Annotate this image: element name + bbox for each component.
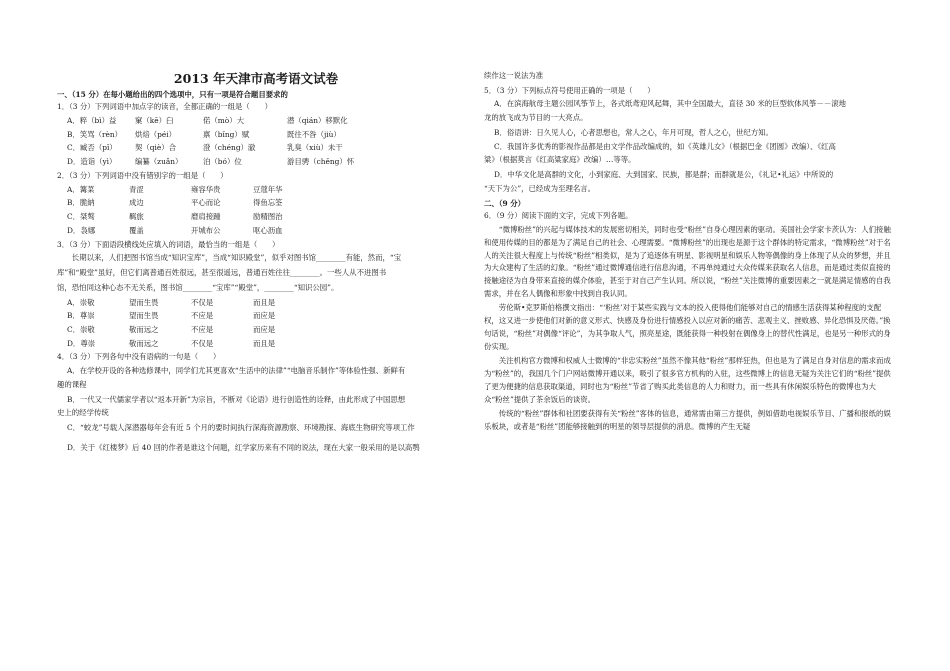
q5-option-a-line1: A．在滨海航母主题公园风筝节上，各式纸鸢迎风起舞，其中全国最大，直径 30 米的巨型软体风筝－－滚地 <box>494 99 847 109</box>
q1-a-4: 潜（qián）移默化 <box>287 115 348 125</box>
q5-option-c-line2: 粱》（根据莫言《红高粱家庭》改编）…等等。 <box>484 155 636 165</box>
q1-b-2: 烘焙（péi） <box>135 129 177 139</box>
passage-paragraph-1: “微博粉丝”的兴起与媒体技术的发展密切相关，同时也受“粉丝”自身心理因素的驱动。美国社会学家卡茨认为：人们接触和使用传媒的目的都是为了满足自己的社会、心理需要。“微博粉丝”的出现也是源于这个群体的特定需求，“微博粉丝”对于名人的关注很大程度上与传统“粉丝”相类似，是为了追逐体有明星、影视明星和娱乐人物等偶像的身上体现了从众的梦想，并且为大众建构了生活的幻象。“粉丝”通过微博通信进行信息沟通，不再单纯通过大众传媒来获取名人信息，而是通过类似直接的接触途径为自身带来直接的媒介体验，甚至于对自己产生认同。所以说，“粉丝”关注微博的重要因素之一就是满足情感的自我需求，并在名人偶像和形象中找到自我认同。 <box>484 225 891 298</box>
q3-b-4: 而应是 <box>253 311 276 321</box>
q3-option-a <box>57 297 455 310</box>
passage-paragraph-3: 关注机构官方微博和权威人士微博的“非忠实粉丝”虽然不像其他“粉丝”那样狂热，但也是为了满足自身对信息的需求而成为“粉丝”的，我国几个门户网站微博开通以来，吸引了很多官方机构的入驻，这些微博上的信息无疑为关注它们的“粉丝”提供了更为便捷的信息获取渠道，同时也为“粉丝”节省了购买此类信息的人力和财力，而一些具有休闲娱乐特色的微博也为大众“粉丝”提供了茶余饭后的谈资。 <box>484 356 891 404</box>
q2-a-3: 雍容华贵 <box>191 184 221 194</box>
q3-a-2: 望而生畏 <box>129 297 159 307</box>
q1-option-b <box>57 129 455 142</box>
q3-b-1: B．尊崇 <box>67 311 95 321</box>
q1-a-3: 偌（mò）大 <box>203 115 245 125</box>
q4-option-a-line1: A．在学校开设的各种选修课中，同学们尤其更喜欢“生活中的法律”“电脑音乐制作”等体验性强、新鲜有 <box>67 366 406 376</box>
q3-b-2: 望而生畏 <box>129 311 159 321</box>
q2-b-3: 平心而论 <box>191 198 221 208</box>
q3-c-3: 不应是 <box>191 324 214 334</box>
right-column <box>484 70 894 436</box>
q5-option-d-line1: D．中华文化是高群的文化，小到家庭、大到国家、民族，都是群；而群就是公，《礼记•礼运》中所说的 <box>494 170 834 180</box>
q1-d-2: 编纂（zuǎn） <box>135 157 183 167</box>
q3-option-d <box>57 338 455 351</box>
q2-b-1: B．脆納 <box>67 198 95 208</box>
left-column <box>57 70 455 456</box>
q3-passage-3: 馆，恐怕同这种心态不无关系，图书馆________“宝库”“殿堂”，________“知识公园”。 <box>57 282 339 292</box>
q3-passage-1: 长期以来，人们把图书馆当成“知识宝库”，当成“知识殿堂”，似乎对图书馆________有能，然而，“宝 <box>71 253 402 263</box>
q2-option-b <box>57 197 455 210</box>
q3-b-3: 不应是 <box>191 311 214 321</box>
q1-d-4: 游目骋（chěng）怀 <box>287 157 355 167</box>
q1-b-4: 既往不咎（jiù） <box>287 129 341 139</box>
q1-option-d <box>57 156 455 169</box>
q2-d-1: D．袅娜 <box>67 225 96 235</box>
q3-d-2: 敬而远之 <box>129 338 159 348</box>
q3-a-4: 而且是 <box>253 297 276 307</box>
q5-option-b: B．俗语讲：日久见人心，心者思想也，常人之心，年月可现，哲人之心，世纪方知。 <box>494 127 773 137</box>
passage-paragraph-2: 劳伦斯•克罗斯伯格撰文指出：“‘粉丝’对于某些实践与文本的投入使得他们能够对自己的情感生活获得某种程度的支配权，这又进一步使他们对新的意义形式、快感及身份进行情感投入以应对新的痛苦、悲观主义、挫败感、异化恐惧及厌倦。”换句话说，“粉丝”对偶像“评论”，为其争取人气，照亮星途，既能获得一种投射在偶像身上的替代性满足，也是另一种形式的身份实现。 <box>484 303 891 351</box>
q2-a-1: A．篝菜 <box>67 184 95 194</box>
q3-d-3: 不仅是 <box>191 338 214 348</box>
q5-option-a-line2: 龙的放飞成为节目的一大亮点。 <box>484 113 588 123</box>
section-one-heading: 一、（15 分）在每小题给出的四个选项中，只有一项是符合题目要求的 <box>57 89 288 99</box>
q2-c-1: C．桀骜 <box>67 212 95 222</box>
q2-option-d <box>57 225 455 238</box>
q1-d-3: 泊（bó）位 <box>203 157 242 167</box>
section-two-heading: 二、（9 分） <box>484 198 525 208</box>
q6-stem: 6．（9 分）阅读下面的文字，完成下列各题。 <box>484 211 633 221</box>
q2-c-3: 磨肩接踵 <box>191 212 221 222</box>
q4-option-b-line2: 史上的经学传统 <box>57 408 109 418</box>
q2-d-2: 覆盖 <box>129 225 144 235</box>
q4-option-d: D．关于《红楼梦》后 40 回的作者是谁这个问题，红学家历来有不同的说法，现在大家一般采用的是以高鹗 <box>67 442 420 452</box>
q5-option-c-line1: C．我国许多优秀的影视作品都是由文学作品改编成的，如《英雄儿女》（根据巴金《团圆》改编）、《红高 <box>494 141 836 151</box>
q2-b-2: 成边 <box>129 198 144 208</box>
q3-c-4: 而应是 <box>253 324 276 334</box>
q3-d-4: 而且是 <box>253 338 276 348</box>
q1-a-1: A．粹（bì）益 <box>67 115 117 125</box>
q3-passage-2: 库”和“殿堂”虽好，但它们离普通百姓很远，甚至很遥远，普通百姓往往________。一些人从不进图书 <box>57 268 387 278</box>
q3-d-1: D．尊崇 <box>67 338 96 348</box>
q3-c-1: C．崇敬 <box>67 324 95 334</box>
q1-a-2: 窠（kē）臼 <box>135 115 174 125</box>
q1-c-3: 澄（chéng）澈 <box>203 143 256 153</box>
q3-option-b <box>57 310 455 323</box>
q4-option-c: C．“蛟龙”号载人深潜器每年会有近 5 个月的要时间执行深海资源勘察、环境勘探、海底生物研究等项工作 <box>67 423 415 433</box>
q2-option-a <box>57 184 455 197</box>
q1-option-a <box>57 115 455 128</box>
q2-stem: 2．（3 分）下列词语中没有错别字的一组是（ ） <box>57 170 228 180</box>
q1-stem: 1．（3 分）下列词语中加点字的读音，全都正确的一组是（ ） <box>57 102 272 112</box>
q2-d-4: 呕心沥血 <box>253 225 283 235</box>
passage-paragraph-4: 传统的“粉丝”群体和社团要获得有关“粉丝”客体的信息，通常需由第三方提供，例如借助电视娱乐节目、广播和报纸的娱乐板块，或者是“粉丝”团能够接触到的明星的领导层提供的消息。微博的产生无疑 <box>484 409 891 432</box>
q3-a-3: 不仅是 <box>191 297 214 307</box>
q4-option-d-continued: 续作这一说法为准 <box>484 71 544 80</box>
q3-a-1: A．崇敬 <box>67 297 95 307</box>
q1-c-1: C．臧否（pǐ） <box>67 143 117 153</box>
q3-option-c <box>57 324 455 337</box>
q4-stem: 4．（3 分）下列各句中没有语病的一句是（ ） <box>57 352 221 362</box>
exam-title: 2013 年天津市高考语文试卷 <box>173 71 339 86</box>
q4-option-a-line2: 趣的课程 <box>57 379 87 389</box>
q5-option-d-line2: “天下为公”，已经成为至理名言。 <box>484 183 596 193</box>
q1-b-1: B．笑骂（rèn） <box>67 129 123 139</box>
q4-option-b-line1: B．一代又一代儒家学者以“返本开新”为宗旨，不断对《论语》进行创造性的诠释，由此形成了中国思想 <box>67 394 406 404</box>
q2-b-4: 得鱼忘筌 <box>253 198 283 208</box>
q2-a-2: 青涩 <box>129 184 144 194</box>
q2-c-2: 羁旅 <box>129 212 144 222</box>
q2-c-4: 励精图治 <box>253 212 283 222</box>
q2-option-c <box>57 211 455 224</box>
q1-b-3: 禀（bǐng）赋 <box>203 129 250 139</box>
q5-stem: 5．（3 分）下列标点符号使用正确的一项是（ ） <box>484 85 655 95</box>
q1-c-2: 契（qiè）合 <box>135 143 177 153</box>
q1-c-4: 乳臭（xiù）未干 <box>287 143 343 153</box>
q1-d-1: D．造诣（yì） <box>67 157 117 167</box>
q3-stem: 3．（3 分）下面语段横线处应填入的词语，最恰当的一组是（ ） <box>57 239 280 249</box>
q3-c-2: 敬而远之 <box>129 324 159 334</box>
q2-a-4: 豆蔻年华 <box>253 184 283 194</box>
q2-d-3: 开城布公 <box>191 225 221 235</box>
q1-option-c <box>57 142 455 155</box>
